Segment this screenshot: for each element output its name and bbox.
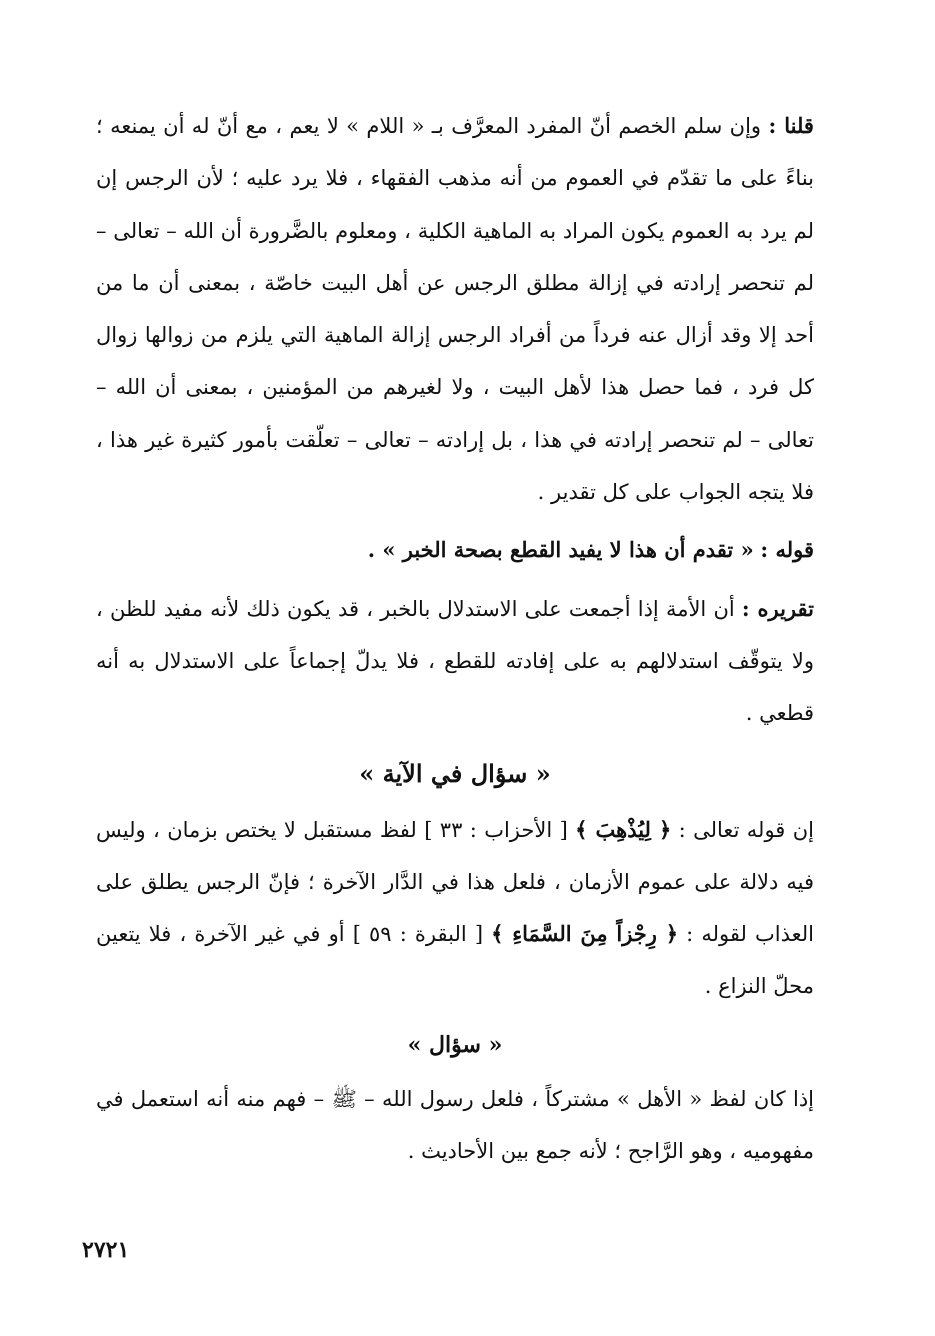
page-body [96, 100, 814, 1177]
quran-quote-1: ﴿ لِيُذْهِبَ ﴾ [575, 816, 672, 842]
answer-lead: قلنا : [768, 113, 814, 138]
verse-question-text-b: [ الأحزاب : ٣٣ ] لفظ مستقبل لا يختص بزمان ، وليس فيه دلالة على عموم الأزمان ، فلعل هذا في الدَّار الآخرة ؛ فإنّ الرجس يطلق على العذاب لقوله : [96, 817, 814, 947]
statement-text: « تقدم أن هذا لا يفيد القطع بصحة الخبر » . [367, 537, 754, 563]
paragraph-answer [96, 100, 814, 518]
explanation-text: أن الأمة إذا أجمعت على الاستدلال بالخبر ، قد يكون ذلك لأنه مفيد للظن ، ولا يتوقّف استدلالهم به على إفادته للقطع ، فلا يدلّ إجماعاً على الاستدلال به أنه قطعي . [96, 596, 814, 726]
verse-question-text-a: إن قوله تعالى : [678, 817, 814, 842]
answer-text: وإن سلم الخصم أنّ المفرد المعرَّف بـ « اللام » لا يعم ، مع أنّ له أن يمنعه ؛ بناءً على ما تقدّم في العموم من أنه مذهب الفقهاء ، فلا يرد عليه ؛ لأن الرجس إن لم يرد به العموم يكون المراد به الماهية الكلية ، ومعلوم بالضَّرورة أن الله – تعالى – لم تنحصر إرادته في إزالة مطلق الرجس عن أهل البيت خاصّة ، بمعنى أن ما من أحد إلا وقد أزال عنه فرداً من أفراد الرجس إزالة الماهية التي يلزم من زوالها زوال كل فرد ، فما حصل هذا لأهل البيت ، ولا لغيرهم من المؤمنين ، بمعنى أن الله – تعالى – لم تنحصر إرادته في هذا ، بل إرادته – تعالى – تعلّقت بأمور كثيرة غير هذا ، فلا يتجه الجواب على كل تقدير . [96, 114, 815, 505]
section-heading-verse-question: « سؤال في الآية » [359, 758, 551, 788]
quran-quote-2: ﴿ رِجْزاً مِنَ السَّمَاءِ ﴾ [491, 921, 678, 947]
verse-question-text-c: [ البقرة : ٥٩ ] أو في غير الآخرة ، فلا يتعين محلّ النزاع . [96, 922, 814, 999]
paragraph-statement [96, 524, 814, 576]
statement-lead: قوله : [760, 537, 814, 563]
explanation-lead: تقريره : [741, 595, 814, 621]
page-number: ٢٧٢١ [82, 1237, 130, 1263]
paragraph-verse-question [96, 804, 814, 1013]
question-text: إذا كان لفظ « الأهل » مشتركاً ، فلعل رسول الله – ﷺ – فهم منه أنه استعمل في مفهوميه ، وهو الرَّاجح ؛ لأنه جمع بين الأحاديث . [96, 1086, 814, 1164]
section-heading-question: « سؤال » [407, 1031, 503, 1058]
paragraph-explanation [96, 583, 814, 740]
paragraph-question [96, 1073, 814, 1178]
